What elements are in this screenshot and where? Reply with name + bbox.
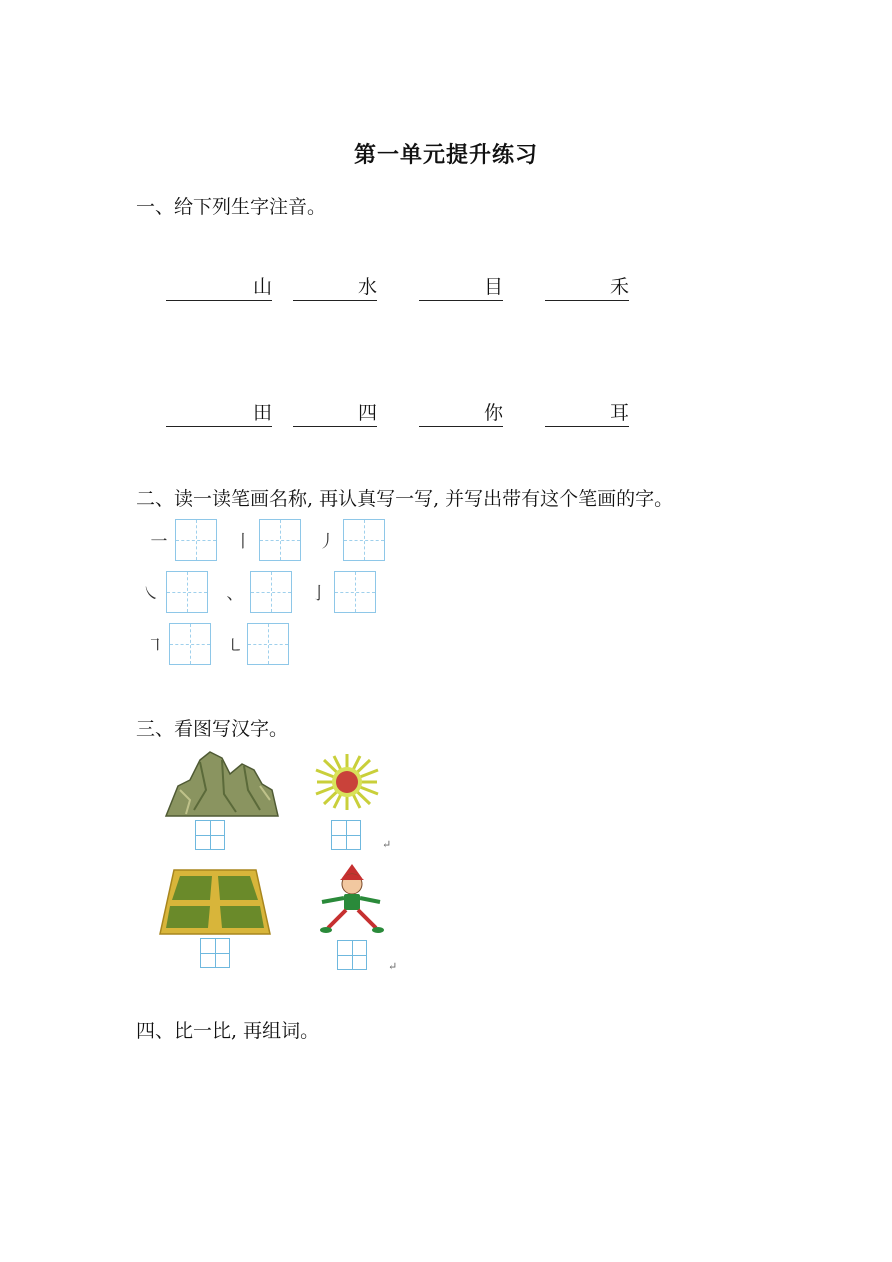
stroke-glyph: ㇄: [226, 636, 244, 656]
section-3-heading: 三、看图写汉字。: [136, 718, 289, 740]
pinyin-blank[interactable]: [166, 400, 272, 427]
return-mark: ↵: [388, 960, 398, 973]
mountain-picture: [164, 750, 280, 818]
section-1-heading: 一、给下列生字注音。: [136, 196, 327, 218]
answer-grid[interactable]: [195, 820, 225, 850]
character: 山: [252, 276, 272, 298]
character: 目: [483, 276, 503, 298]
stroke-glyph: 一: [150, 532, 168, 552]
return-mark: ↵: [382, 838, 392, 851]
writing-grid[interactable]: [334, 571, 376, 613]
writing-grid[interactable]: [250, 571, 292, 613]
stroke-glyph: ㇕: [146, 636, 164, 656]
pinyin-blank[interactable]: [419, 400, 503, 427]
answer-grid[interactable]: [331, 820, 361, 850]
pinyin-blank[interactable]: [419, 274, 503, 301]
writing-grid[interactable]: [343, 519, 385, 561]
pinyin-blank[interactable]: [545, 400, 629, 427]
writing-grid[interactable]: [247, 623, 289, 665]
stroke-glyph: 丨: [234, 532, 252, 552]
sun-picture: [312, 752, 382, 812]
writing-grid[interactable]: [175, 519, 217, 561]
page-title: 第一单元提升练习: [353, 142, 538, 168]
field-picture: [158, 868, 272, 936]
character: 四: [357, 402, 377, 424]
stroke-glyph: ㇏: [142, 584, 160, 604]
pinyin-blank[interactable]: [545, 274, 629, 301]
writing-grid[interactable]: [166, 571, 208, 613]
pinyin-blank[interactable]: [293, 274, 377, 301]
character: 耳: [609, 402, 629, 424]
section-2-heading: 二、读一读笔画名称, 再认真写一写, 并写出带有这个笔画的字。: [136, 488, 674, 510]
person-picture: [318, 864, 384, 936]
answer-grid[interactable]: [200, 938, 230, 968]
character: 田: [252, 402, 272, 424]
section-4-heading: 四、比一比, 再组词。: [136, 1020, 320, 1042]
answer-grid[interactable]: [337, 940, 367, 970]
stroke-glyph: 亅: [310, 584, 328, 604]
pinyin-blank[interactable]: [166, 274, 272, 301]
pinyin-blank[interactable]: [293, 400, 377, 427]
writing-grid[interactable]: [169, 623, 211, 665]
character: 禾: [609, 276, 629, 298]
character: 你: [483, 402, 503, 424]
character: 水: [357, 276, 377, 298]
writing-grid[interactable]: [259, 519, 301, 561]
stroke-glyph: 丿: [318, 532, 336, 552]
stroke-glyph: 、: [226, 584, 244, 604]
